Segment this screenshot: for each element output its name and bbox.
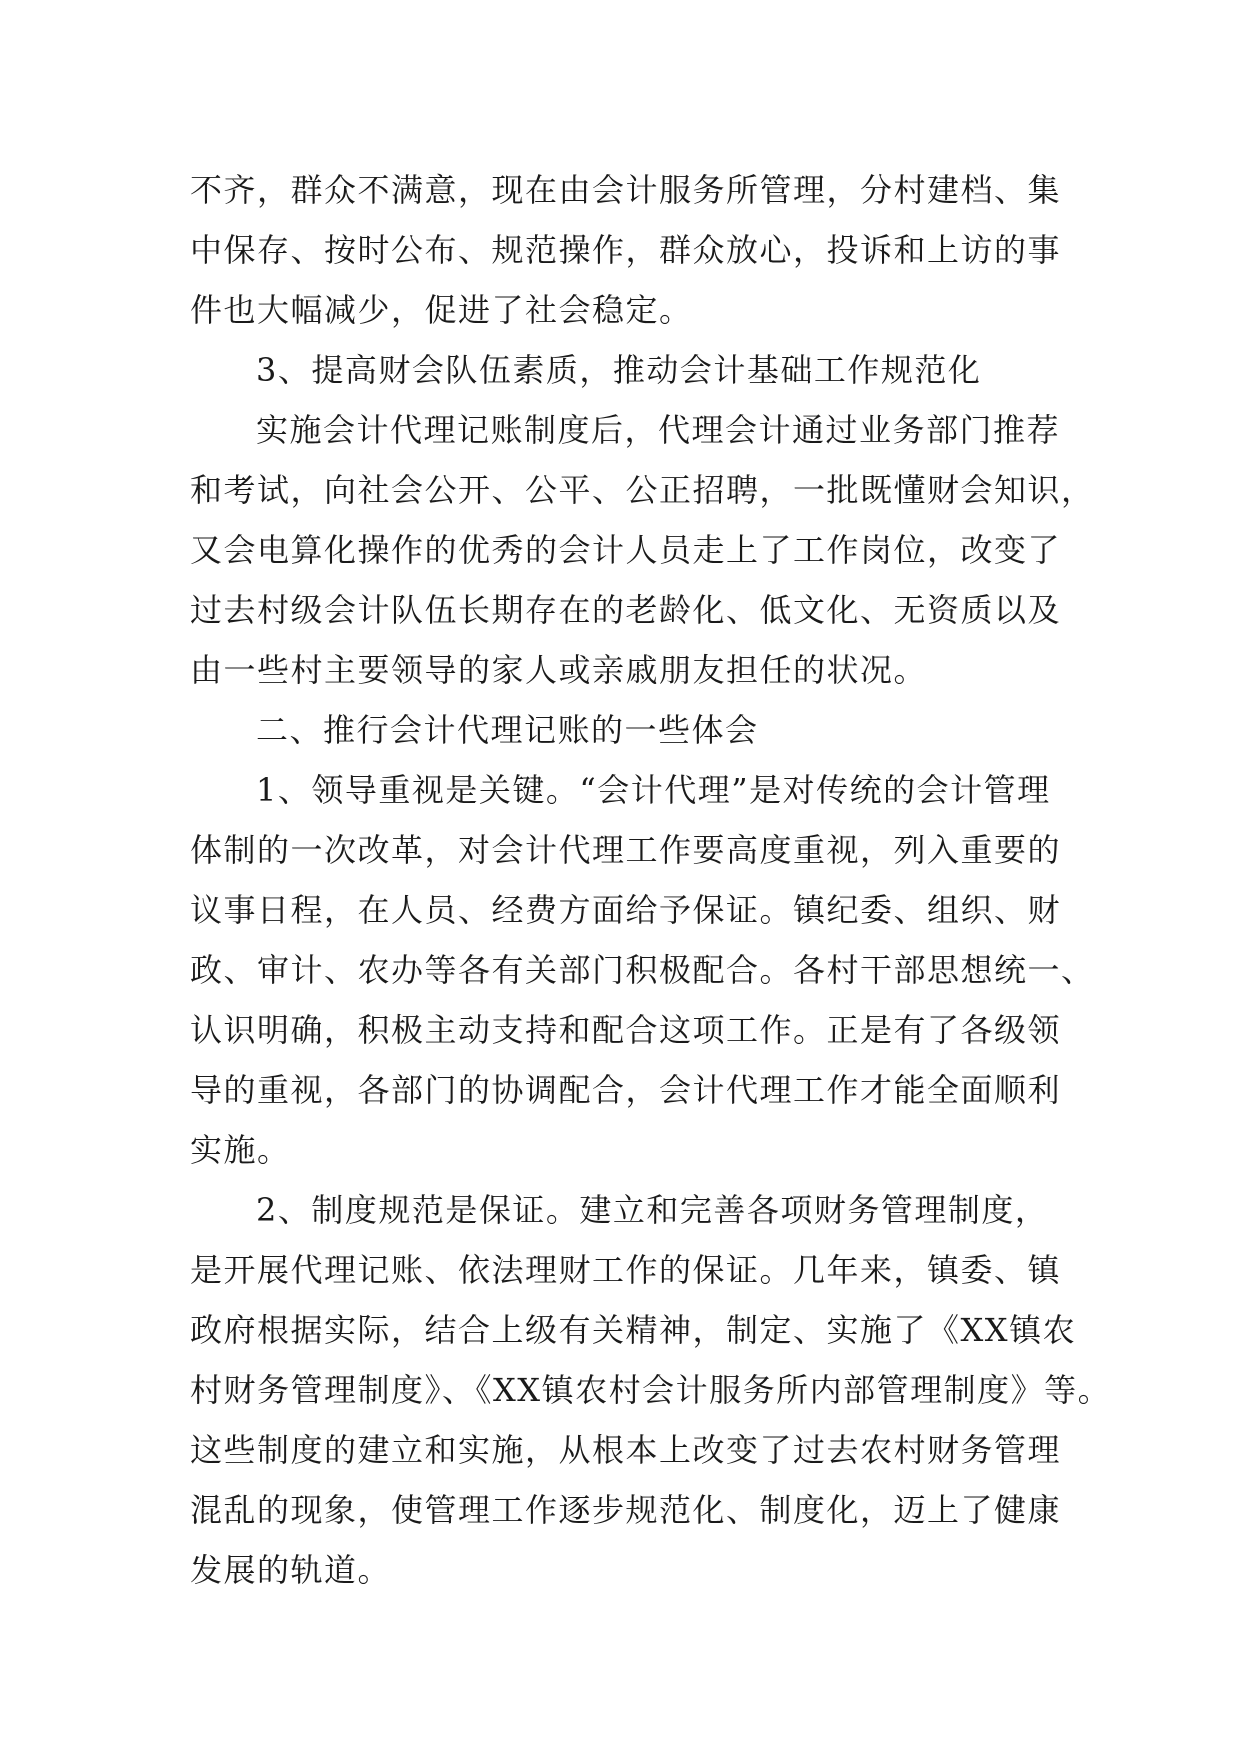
text-line: 又会电算化操作的优秀的会计人员走上了工作岗位，改变了 <box>190 531 1062 569</box>
text-line: 由一些村主要领导的家人或亲戚朋友担任的状况。 <box>190 651 928 689</box>
text-line: 是开展代理记账、依法理财工作的保证。几年来，镇委、镇 <box>190 1251 1062 1289</box>
text-line: 中保存、按时公布、规范操作，群众放心，投诉和上访的事 <box>190 231 1062 269</box>
text-line: 过去村级会计队伍长期存在的老龄化、低文化、无资质以及 <box>190 591 1062 629</box>
text-line: 不齐，群众不满意，现在由会计服务所管理，分村建档、集 <box>190 171 1062 209</box>
text-line: 实施。 <box>190 1131 291 1169</box>
text-line: 政府根据实际，结合上级有关精神，制定、实施了《XX镇农 <box>190 1311 1077 1349</box>
text-line: 件也大幅减少，促进了社会稳定。 <box>190 291 693 329</box>
text-line: 发展的轨道。 <box>190 1551 392 1589</box>
text-line: 体制的一次改革，对会计代理工作要高度重视，列入重要的 <box>190 831 1062 869</box>
text-line: 导的重视，各部门的协调配合，会计代理工作才能全面顺利 <box>190 1071 1062 1109</box>
text-line: 认识明确，积极主动支持和配合这项工作。正是有了各级领 <box>190 1011 1062 1049</box>
section-heading: 二、推行会计代理记账的一些体会 <box>256 711 759 749</box>
text-line: 和考试，向社会公开、公平、公正招聘，一批既懂财会知识， <box>190 471 1095 509</box>
text-line: 2、制度规范是保证。建立和完善各项财务管理制度， <box>256 1191 1049 1229</box>
text-line: 混乱的现象，使管理工作逐步规范化、制度化，迈上了健康 <box>190 1491 1062 1529</box>
document-body <box>190 160 1112 1600</box>
section-heading: 3、提高财会队伍素质，推动会计基础工作规范化 <box>256 351 982 389</box>
text-line: 村财务管理制度》、《XX镇农村会计服务所内部管理制度》等。 <box>190 1371 1112 1409</box>
text-line: 这些制度的建立和实施，从根本上改变了过去农村财务管理 <box>190 1431 1062 1469</box>
text-line: 1、领导重视是关键。“会计代理”是对传统的会计管理 <box>256 771 1051 809</box>
text-line: 实施会计代理记账制度后，代理会计通过业务部门推荐 <box>256 411 1061 449</box>
text-line: 议事日程，在人员、经费方面给予保证。镇纪委、组织、财 <box>190 891 1062 929</box>
text-line: 政、审计、农办等各有关部门积极配合。各村干部思想统一、 <box>190 951 1095 989</box>
